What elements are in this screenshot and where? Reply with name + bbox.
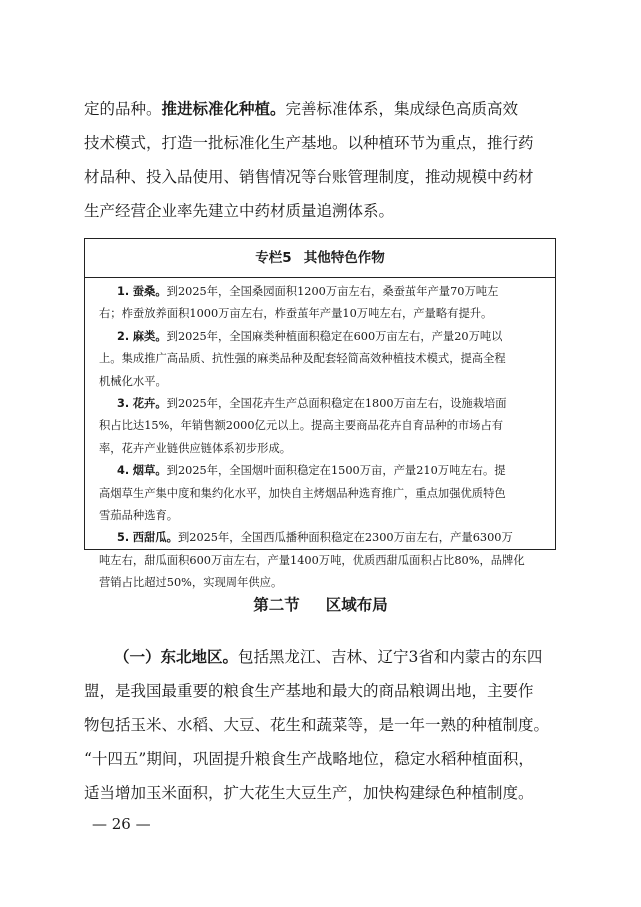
item-text: 雪茄品种选育。 — [99, 509, 179, 523]
box-item-first-line — [99, 285, 498, 298]
section-number: 第二节 — [253, 596, 300, 614]
region-line-1 — [84, 640, 560, 674]
box-item — [99, 527, 545, 594]
item-text: 到2025年，全国花卉生产总面积稳定在1800万亩左右，设施栽培面 — [166, 397, 507, 411]
item-text: 机械化水平。 — [99, 374, 167, 388]
region-line-5: 适当增加玉米面积，扩大花生大豆生产，加快构建绿色种植制度。 — [84, 784, 534, 802]
section-heading — [0, 593, 641, 615]
box-item — [99, 326, 545, 393]
region-line-3: 物包括玉米、水稻、大豆、花生和蔬菜等，是一年一熟的种植制度。 — [84, 716, 550, 734]
item-number: 4. — [117, 464, 130, 478]
intro-paragraph — [84, 92, 560, 228]
special-column-box — [84, 238, 556, 590]
region-heading: （一）东北地区。 — [114, 648, 239, 666]
item-text: 上。集成推广高品质、抗性强的麻类品种及配套轻简高效种植技术模式，提高全程 — [99, 352, 506, 366]
item-text: 积占比达15%，年销售额2000亿元以上。提高主要商品花卉自育品种的市场占有 — [99, 419, 504, 433]
intro-line-3: 材品种、投入品使用、销售情况等台账管理制度，推动规模中药材 — [84, 168, 534, 186]
box-item-first-line — [99, 397, 507, 410]
box-item-first-line — [99, 464, 506, 477]
item-keyword: 花卉。 — [132, 397, 167, 411]
item-text: 到2025年，全国西瓜播种面积稳定在2300万亩左右，产量6300万 — [177, 531, 513, 545]
box-item-first-line — [99, 531, 513, 544]
intro-line-4: 生产经营企业率先建立中药材质量追溯体系。 — [84, 202, 395, 220]
box-title-number: 专栏5 — [255, 250, 292, 266]
box-title — [85, 239, 555, 278]
item-number: 3. — [117, 397, 130, 411]
intro-line-1-end: 完善标准体系，集成绿色高质高效 — [285, 100, 519, 118]
page-number: — 26 — — [92, 815, 151, 833]
item-number: 5. — [117, 531, 130, 545]
box-item-first-line — [99, 330, 502, 343]
box-item — [99, 281, 545, 326]
section-title: 区域布局 — [325, 596, 388, 614]
region-line-4: “十四五”期间，巩固提升粮食生产战略地位，稳定水稻种植面积， — [84, 750, 534, 768]
item-text: 到2025年，全国烟叶面积稳定在1500万亩，产量210万吨左右。提 — [166, 464, 506, 478]
item-number: 1. — [117, 285, 130, 298]
intro-bold-heading: 推进标准化种植。 — [161, 100, 286, 118]
region-line-2: 盟，是我国最重要的粮食生产基地和最大的商品粮调出地，主要作 — [84, 682, 534, 700]
item-keyword: 麻类。 — [132, 329, 167, 343]
item-number: 2. — [117, 329, 130, 343]
item-keyword: 西甜瓜。 — [132, 531, 178, 545]
item-text: 右；柞蚕放养面积1000万亩左右，柞蚕茧年产量10万吨左右，产量略有提升。 — [99, 307, 493, 321]
item-text: 到2025年，全国麻类种植面积稳定在600万亩左右，产量20万吨以 — [166, 329, 503, 343]
region-line-1-rest: 包括黑龙江、吉林、辽宁3省和内蒙古的东四 — [238, 648, 543, 666]
item-text: 到2025年，全国桑园面积1200万亩左右，桑蚕茧年产量70万吨左 — [166, 285, 499, 298]
box-title-text: 其他特色作物 — [303, 250, 385, 266]
item-text: 高烟草生产集中度和集约化水平，加快自主烤烟品种选育推广，重点加强优质特色 — [99, 486, 506, 500]
intro-line-1 — [84, 92, 560, 126]
intro-line-2: 技术模式，打造一批标准化生产基地。以种植环节为重点，推行药 — [84, 134, 534, 152]
item-text: 率，花卉产业链供应链体系初步形成。 — [99, 441, 292, 455]
intro-line-1-start: 定的品种。 — [84, 100, 162, 118]
region-paragraph — [84, 640, 560, 810]
box-item — [99, 460, 545, 527]
item-text: 吨左右，甜瓜面积600万亩左右，产量1400万吨，优质西甜瓜面积占比80%，品牌化 — [99, 553, 525, 567]
item-text: 营销占比超过50%，实现周年供应。 — [99, 576, 283, 590]
item-keyword: 蚕桑。 — [132, 285, 167, 298]
item-keyword: 烟草。 — [132, 464, 167, 478]
box-body — [85, 278, 555, 595]
box-item — [99, 393, 545, 460]
